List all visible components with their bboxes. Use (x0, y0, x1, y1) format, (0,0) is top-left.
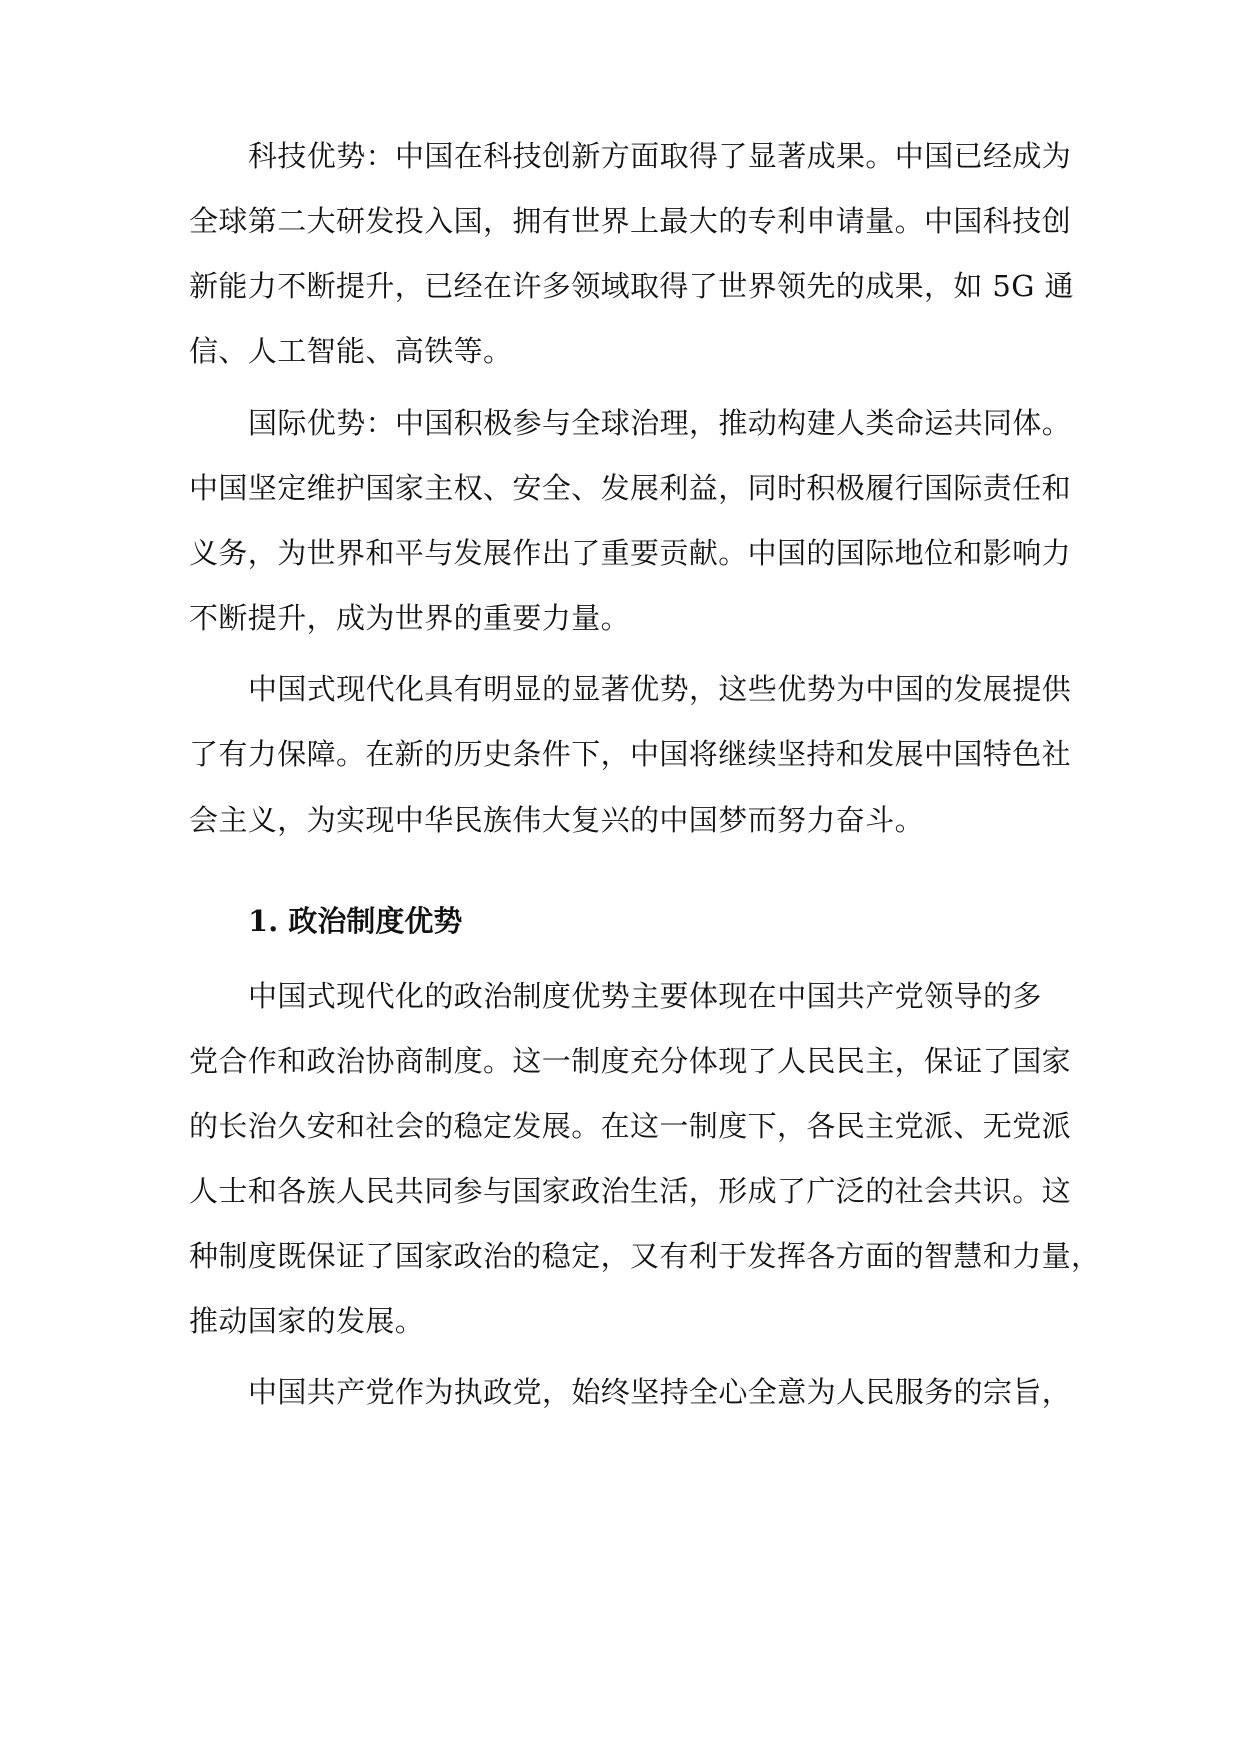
text-line: 种制度既保证了国家政治的稳定，又有利于发挥各方面的智慧和力量， (189, 1239, 1101, 1273)
text-line: 中国坚定维护国家主权、安全、发展利益，同时积极履行国际责任和 (189, 471, 1072, 505)
text-line: 的长治久安和社会的稳定发展。在这一制度下，各民主党派、无党派 (189, 1109, 1072, 1143)
text-line: 义务，为世界和平与发展作出了重要贡献。中国的国际地位和影响力 (189, 536, 1072, 570)
text-line: 中国式现代化具有明显的显著优势，这些优势为中国的发展提供 (248, 672, 1072, 706)
text-line: 中国共产党作为执政党，始终坚持全心全意为人民服务的宗旨， (248, 1375, 1072, 1409)
section-heading: 1. 政治制度优势 (248, 904, 463, 938)
text-line: 会主义，为实现中华民族伟大复兴的中国梦而努力奋斗。 (189, 803, 925, 837)
text-line: 全球第二大研发投入国，拥有世界上最大的专利申请量。中国科技创 (189, 204, 1072, 238)
text-line: 党合作和政治协商制度。这一制度充分体现了人民民主，保证了国家 (189, 1044, 1072, 1078)
text-line: 不断提升，成为世界的重要力量。 (189, 601, 631, 635)
text-line: 中国式现代化的政治制度优势主要体现在中国共产党领导的多 (248, 979, 1042, 1013)
text-line: 了有力保障。在新的历史条件下，中国将继续坚持和发展中国特色社 (189, 737, 1072, 771)
text-line: 新能力不断提升，已经在许多领域取得了世界领先的成果，如 5G 通 (189, 269, 1074, 303)
text-line: 科技优势：中国在科技创新方面取得了显著成果。中国已经成为 (248, 139, 1072, 173)
text-line: 推动国家的发展。 (189, 1304, 425, 1338)
text-line: 信、人工智能、高铁等。 (189, 334, 513, 368)
text-line: 人士和各族人民共同参与国家政治生活，形成了广泛的社会共识。这 (189, 1174, 1072, 1208)
text-line: 国际优势：中国积极参与全球治理，推动构建人类命运共同体。 (248, 406, 1072, 440)
